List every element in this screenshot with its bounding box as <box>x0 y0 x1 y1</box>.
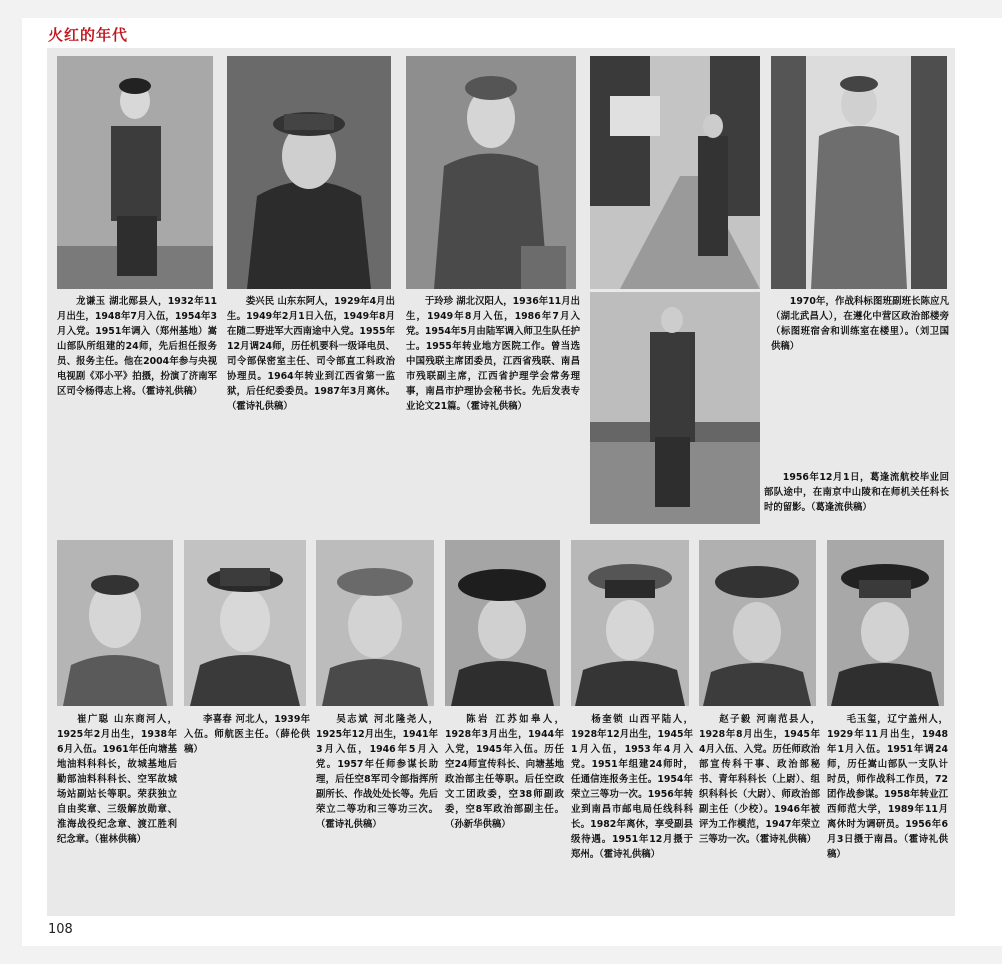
caption-chen-yingfan: 1970年，作战科标图班副班长陈应凡（湖北武昌人），在遵化中营区政治部楼旁（标图班宿舍和训练室在楼里）。（刘卫国供稿） <box>771 296 949 352</box>
portrait-photo-chen-yan <box>445 540 560 706</box>
portrait-photo-mao-yuxi <box>827 540 944 706</box>
caption-yu-lingzhen: 于玲珍 湖北汉阳人，1936年11月出生，1949年8月入伍，1986年7月入党。1954年5月由陆军调入师卫生队任护士。1955年转业地方医院工作。曾当选中国残联主席团委员，江西省残联、南昌市残联副主席，江西省护理学会常务理事，南昌市护理协会秘书长。先后发表专业论文21篇。（霍诗礼供稿） <box>406 296 580 412</box>
portrait-photo-zhao-ziyi <box>699 540 816 706</box>
caption-mao-yuxi: 毛玉玺，辽宁盖州人，1929年11月出生，1948年1月入伍。1951年调24师，历任嵩山部队一支队计时员，师作战科工作员，72团作战参谋。1958年转业江西师范大学，1989年11月离休时为调研员。1956年6月3日摄于南昌。（霍诗礼供稿） <box>827 714 948 860</box>
portrait-photo-long-qianyu <box>57 56 213 289</box>
caption-yang-kuisuo: 杨奎锁 山西平陆人，1928年12月出生，1945年1月入伍，1953年4月入党。1951年组建24师时，任通信连报务主任。1954年荣立三等功一次。1956年转业到南昌市邮电局任线科科长。1982年离休，享受副县级待遇。1951年12月摄于郑州。（霍诗礼供稿） <box>571 714 693 860</box>
portrait-photo-li-xichun <box>184 540 306 706</box>
caption-ge-fengliu: 1956年12月1日，葛逢流航校毕业回部队途中，在南京中山陵和在师机关任科长时的留影。（葛逢流供稿） <box>764 472 949 513</box>
photo-ge-fengliu-office <box>590 292 760 524</box>
caption-chen-yan: 陈岩 江苏如皋人，1928年3月出生，1944年入党，1945年入伍。历任空24师宣传科长、向塘基地政治部主任等职。后任空政文工团政委，空38师副政委，空8军政治部副主任。（孙新华供稿） <box>445 714 564 830</box>
photo-chen-yingfan <box>771 56 947 289</box>
caption-wu-zhibin: 吴志斌 河北隆尧人，1925年12月出生，1941年3月入伍，1946年5月入党。1957年任师参谋长助理，后任空8军司令部指挥所副所长、作战处处长等。先后荣立二等功和三等功三次。（霍诗礼供稿） <box>316 714 438 830</box>
page-number: 108 <box>48 922 73 937</box>
portrait-photo-wu-zhibin <box>316 540 434 706</box>
portrait-photo-cui-guangcong <box>57 540 173 706</box>
portrait-photo-yu-lingzhen <box>406 56 576 289</box>
caption-li-xichun: 李喜春 河北人，1939年入伍。师航医主任。（薛伦供稿） <box>184 714 310 755</box>
portrait-photo-yang-kuisuo <box>571 540 689 706</box>
photo-ge-fengliu-mausoleum <box>590 56 760 289</box>
caption-cui-guangcong: 崔广聪 山东商河人，1925年2月出生，1938年6月入伍。1961年任向塘基地油料科科长，故城基地后勤部油料科科长、空军故城场站副站长等职。荣获独立自由奖章、三级解放勋章、淮海战役纪念章、渡江胜利纪念章。（崔林供稿） <box>57 714 177 845</box>
caption-lou-xingmin: 娄兴民 山东东阿人，1929年4月出生。1949年2月1日入伍，1949年8月在随二野进军大西南途中入党。1955年12月调24师，历任机要科一级译电员、司令部保密室主任、司令部直工科政治协理员。1964年转业到江西省第一监狱，后任纪委委员。1987年3月离休。（霍诗礼供稿） <box>227 296 395 412</box>
portrait-photo-lou-xingmin <box>227 56 391 289</box>
section-title: 火红的年代 <box>48 26 129 44</box>
caption-long-qianyu: 龙谦玉 湖北郧县人，1932年11月出生，1948年7月入伍，1954年3月入党。1951年调入（郑州基地）嵩山部队所组建的24师，先后担任报务员、报务主任。他在2004年参与央视电视剧《邓小平》拍摄，扮演了济南军区司令杨得志上将。（霍诗礼供稿） <box>57 296 217 397</box>
caption-zhao-ziyi: 赵子毅 河南范县人，1928年8月出生，1945年4月入伍、入党。历任师政治部宣传科干事、政治部秘书、青年科科长（上尉）、组织科科长（大尉）、师政治部副主任（少校）。1946年被评为工作模范，1947年荣立三等功一次。（霍诗礼供稿） <box>699 714 820 845</box>
